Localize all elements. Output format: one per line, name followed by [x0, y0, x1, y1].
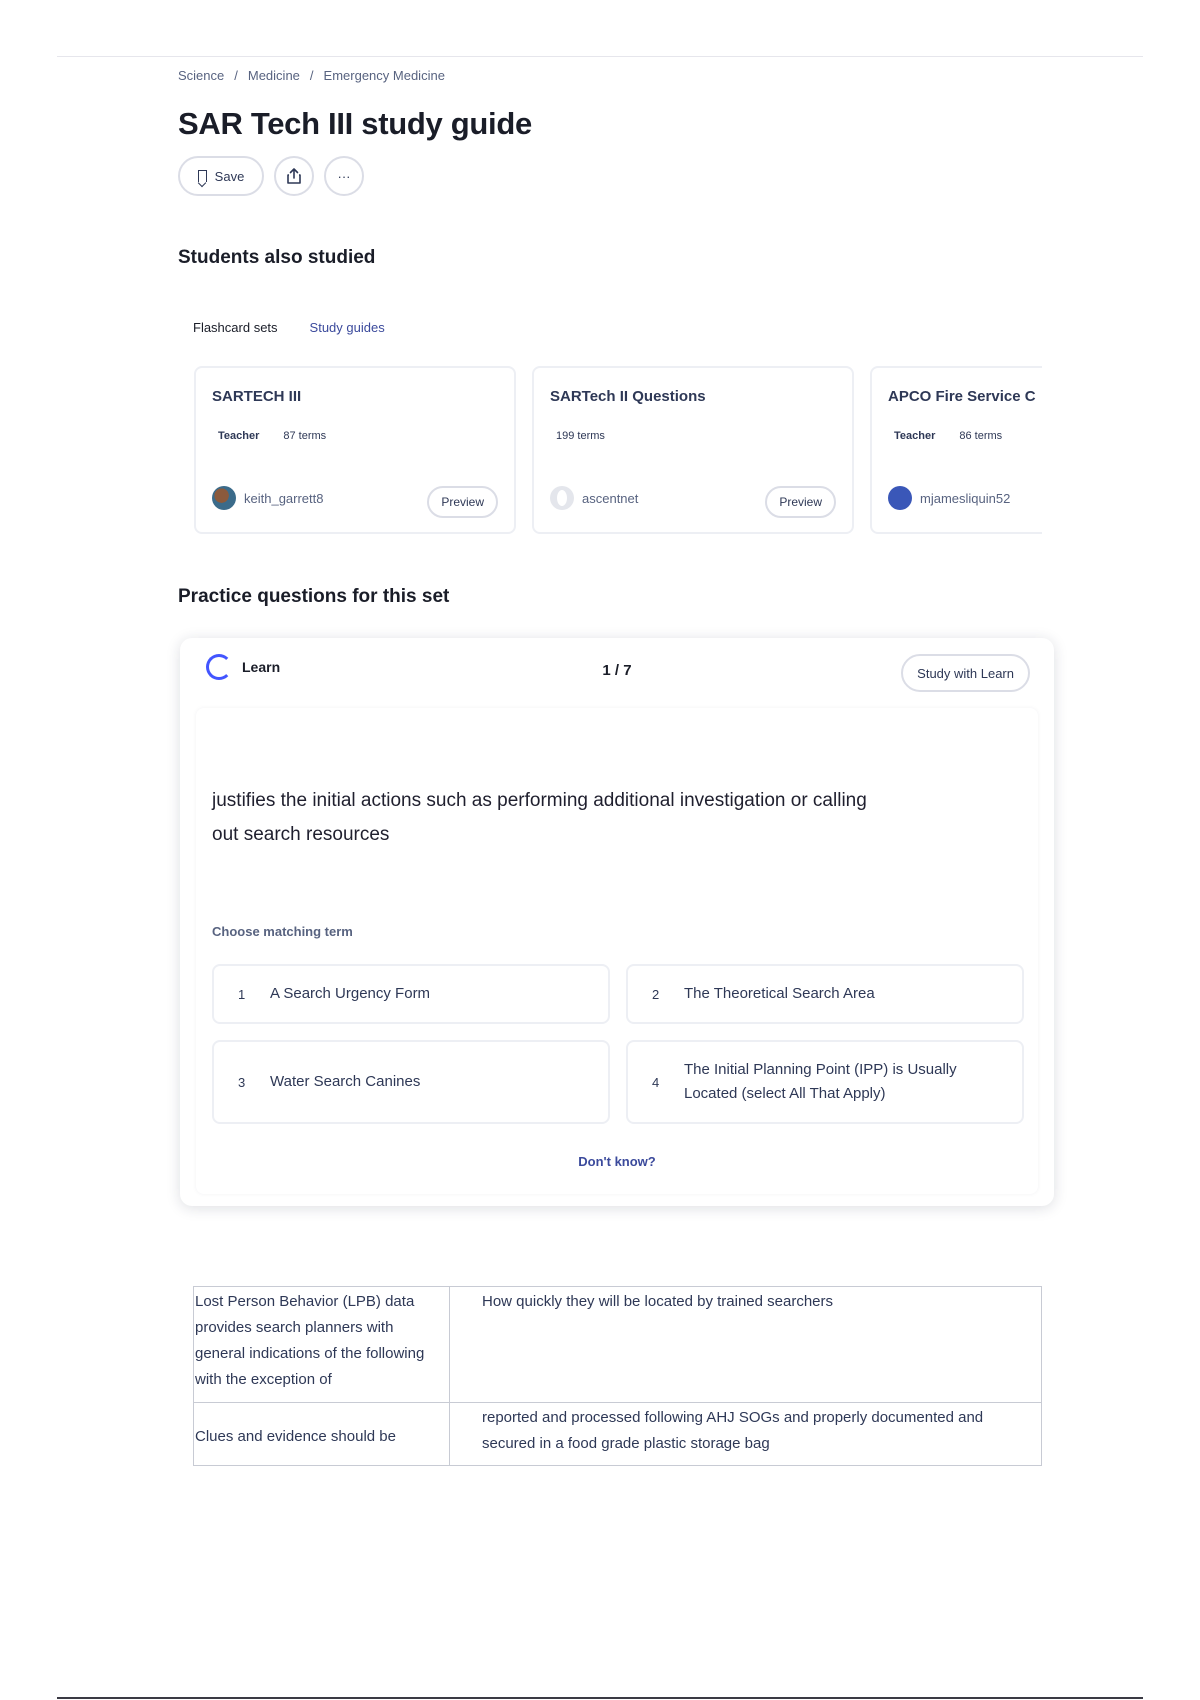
choose-label: Choose matching term	[212, 924, 353, 939]
terms-table	[193, 1286, 1042, 1466]
students-also-studied-title: Students also studied	[178, 247, 376, 268]
related-set-card[interactable]	[194, 366, 516, 534]
term-cell: Clues and evidence should be	[194, 1403, 450, 1466]
term-cell: Lost Person Behavior (LPB) data provides search planners with general indications of the following with the exception of	[194, 1287, 450, 1403]
share-button[interactable]	[274, 156, 314, 196]
author-name: ascentnet	[582, 490, 639, 506]
save-button-label: Save	[214, 168, 245, 184]
term-count: 86 terms	[959, 430, 1003, 442]
option-number: 3	[238, 1074, 246, 1090]
avatar	[212, 486, 236, 510]
more-options-button[interactable]	[324, 156, 364, 196]
question-prompt: justifies the initial actions such as performing additional investigation or calling out search resources	[212, 790, 867, 845]
learn-practice-card	[180, 638, 1054, 1206]
dont-know-link[interactable]: Don't know?	[578, 1154, 656, 1169]
related-sets-carousel	[194, 366, 1042, 536]
action-row	[178, 156, 364, 196]
page-title: SAR Tech III study guide	[178, 106, 532, 141]
table-row	[194, 1403, 1042, 1466]
teacher-badge: Teacher	[218, 430, 260, 442]
breadcrumb-emergency-medicine[interactable]: Emergency Medicine	[323, 68, 445, 83]
avatar	[888, 486, 912, 510]
breadcrumb-separator: /	[309, 68, 314, 83]
answer-option-1[interactable]	[212, 964, 610, 1024]
more-icon: ···	[337, 168, 351, 184]
card-meta	[218, 430, 326, 442]
teacher-badge: Teacher	[894, 430, 936, 442]
option-text: A Search Urgency Form	[270, 985, 431, 1002]
term-count: 199 terms	[556, 430, 605, 442]
answer-option-2[interactable]	[626, 964, 1024, 1024]
option-number: 1	[238, 986, 246, 1002]
card-author[interactable]	[212, 486, 324, 510]
question-progress: 1 / 7	[602, 662, 632, 679]
study-with-learn-button[interactable]: Study with Learn	[901, 654, 1030, 692]
tab-flashcard-sets[interactable]: Flashcard sets	[193, 320, 278, 335]
card-meta	[894, 430, 1002, 442]
save-button[interactable]	[178, 156, 264, 196]
card-author[interactable]	[888, 486, 1010, 510]
option-number: 4	[652, 1074, 660, 1090]
breadcrumb-medicine[interactable]: Medicine	[247, 68, 300, 83]
option-text: The Initial Planning Point (IPP) is Usually Located (select All That Apply)	[684, 1061, 957, 1102]
practice-questions-title: Practice questions for this set	[178, 586, 450, 607]
preview-button[interactable]: Preview	[427, 486, 498, 518]
bookmark-icon	[198, 170, 207, 182]
author-name: mjamesliquin52	[920, 490, 1011, 506]
option-text: Water Search Canines	[270, 1073, 421, 1090]
learn-icon	[206, 654, 232, 680]
author-name: keith_garrett8	[244, 490, 324, 506]
breadcrumb	[178, 68, 445, 83]
related-set-card[interactable]	[870, 366, 1042, 534]
term-count: 87 terms	[283, 430, 327, 442]
related-set-card[interactable]	[532, 366, 854, 534]
breadcrumb-science[interactable]: Science	[178, 68, 225, 83]
card-author[interactable]	[550, 486, 638, 510]
answer-option-3[interactable]	[212, 1040, 610, 1124]
card-title: SARTECH III	[212, 388, 302, 405]
card-title: APCO Fire Service C	[888, 388, 1036, 405]
top-divider	[57, 56, 1143, 57]
tab-study-guides[interactable]: Study guides	[309, 320, 385, 335]
learn-mode-header	[206, 654, 280, 680]
table-row	[194, 1287, 1042, 1403]
bottom-divider	[57, 1697, 1143, 1699]
breadcrumb-separator: /	[234, 68, 238, 83]
question-panel	[196, 708, 1038, 1194]
share-icon	[285, 167, 303, 185]
definition-cell: reported and processed following AHJ SOGs and properly documented and secured in a food grade plastic storage bag	[450, 1403, 1042, 1466]
study-tabs	[193, 320, 385, 335]
avatar	[550, 486, 574, 510]
card-meta	[556, 430, 605, 442]
answer-option-4[interactable]	[626, 1040, 1024, 1124]
preview-button[interactable]: Preview	[765, 486, 836, 518]
card-title: SARTech II Questions	[550, 388, 706, 405]
definition-cell: How quickly they will be located by trained searchers	[450, 1287, 1042, 1403]
option-text: The Theoretical Search Area	[684, 985, 875, 1002]
option-number: 2	[652, 986, 660, 1002]
learn-mode-label: Learn	[242, 659, 281, 675]
